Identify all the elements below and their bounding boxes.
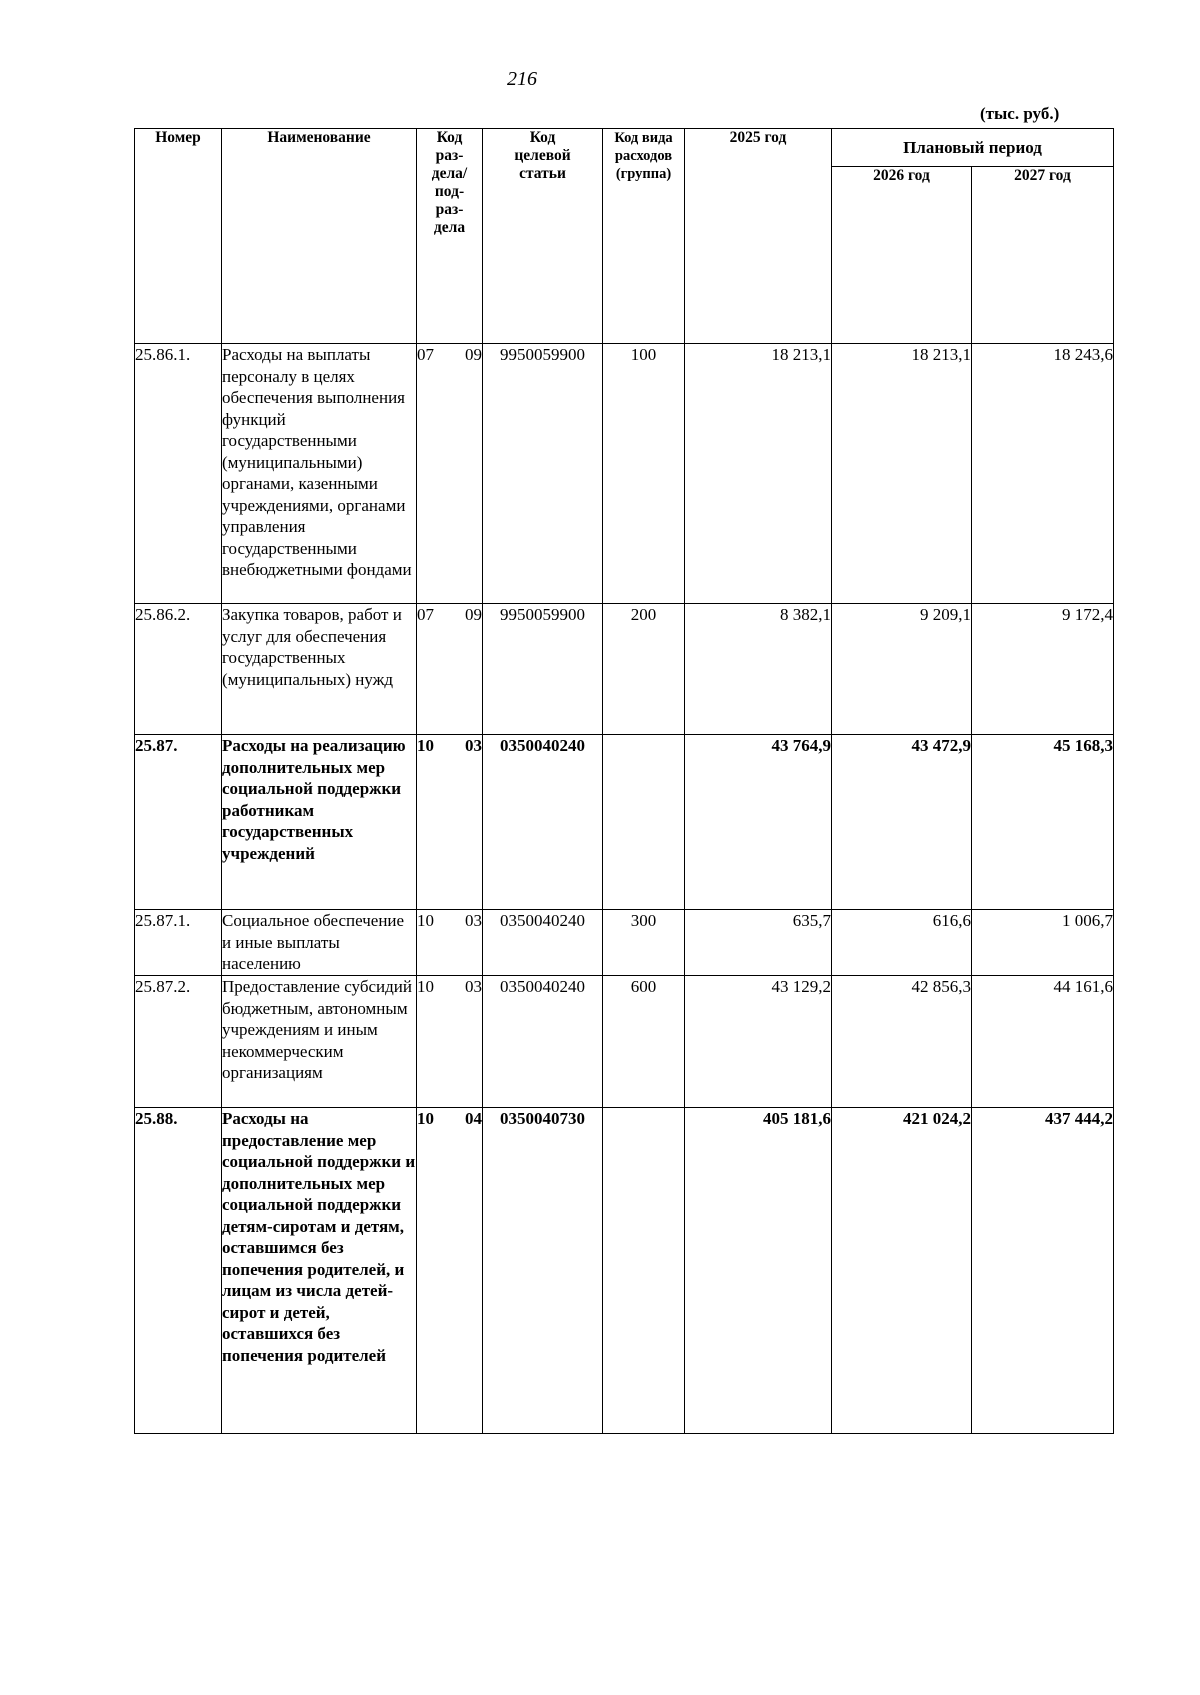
row-name: Предоставление субсидий бюджетным, автономным учреждениям и иным некоммерческим организациям xyxy=(222,976,417,1108)
header-number: Номер xyxy=(135,129,222,344)
header-year-2025: 2025 год xyxy=(685,129,832,344)
row-section xyxy=(417,344,483,604)
row-name: Расходы на реализацию дополнительных мер социальной поддержки работникам государственных учреждений xyxy=(222,735,417,910)
header-target: Код целевой статьи xyxy=(483,129,603,344)
row-section xyxy=(417,910,483,976)
row-name: Социальное обеспечение и иные выплаты населению xyxy=(222,910,417,976)
header-expense-type: Код вида расходов (группа) xyxy=(603,129,685,344)
subsection-code: 03 xyxy=(465,977,482,996)
row-target-code: 9950059900 xyxy=(483,344,603,604)
row-amount-2027: 1 006,7 xyxy=(972,910,1114,976)
row-name: Расходы на предоставление мер социальной поддержки и дополнительных мер социальной поддержки детям-сиротам и детям, оставшимся без попечения родителей, и лицам из числа детей-сирот и детей, оставшихся без попечения родителей xyxy=(222,1108,417,1434)
row-amount-2025: 405 181,6 xyxy=(685,1108,832,1434)
row-amount-2027: 45 168,3 xyxy=(972,735,1114,910)
table-row xyxy=(135,1108,1114,1434)
row-target-code: 0350040240 xyxy=(483,735,603,910)
row-amount-2026: 421 024,2 xyxy=(832,1108,972,1434)
row-amount-2025: 8 382,1 xyxy=(685,604,832,735)
budget-table xyxy=(134,128,1114,1434)
row-amount-2026: 42 856,3 xyxy=(832,976,972,1108)
row-number: 25.86.2. xyxy=(135,604,222,735)
row-amount-2026: 616,6 xyxy=(832,910,972,976)
row-expense-group: 100 xyxy=(603,344,685,604)
row-amount-2027: 44 161,6 xyxy=(972,976,1114,1108)
row-number: 25.87. xyxy=(135,735,222,910)
subsection-code: 03 xyxy=(465,911,482,930)
header-section: Код раз- дела/ под- раз- дела xyxy=(417,129,483,344)
page-number: 216 xyxy=(507,68,537,90)
row-amount-2027: 9 172,4 xyxy=(972,604,1114,735)
section-code: 07 xyxy=(417,345,434,364)
row-section xyxy=(417,1108,483,1434)
row-section xyxy=(417,735,483,910)
section-code: 10 xyxy=(417,736,434,755)
subsection-code: 04 xyxy=(465,1109,482,1128)
row-name: Закупка товаров, работ и услуг для обеспечения государственных (муниципальных) нужд xyxy=(222,604,417,735)
row-section xyxy=(417,976,483,1108)
row-number: 25.86.1. xyxy=(135,344,222,604)
row-amount-2027: 437 444,2 xyxy=(972,1108,1114,1434)
subsection-code: 03 xyxy=(465,736,482,755)
row-target-code: 0350040730 xyxy=(483,1108,603,1434)
section-code: 10 xyxy=(417,977,434,996)
row-expense-group xyxy=(603,1108,685,1434)
section-code: 10 xyxy=(417,1109,434,1128)
header-name: Наименование xyxy=(222,129,417,344)
row-target-code: 0350040240 xyxy=(483,976,603,1108)
table-row xyxy=(135,910,1114,976)
row-number: 25.88. xyxy=(135,1108,222,1434)
row-amount-2026: 9 209,1 xyxy=(832,604,972,735)
table-row xyxy=(135,976,1114,1108)
section-code: 07 xyxy=(417,605,434,624)
row-amount-2026: 18 213,1 xyxy=(832,344,972,604)
row-expense-group: 300 xyxy=(603,910,685,976)
header-year-2026: 2026 год xyxy=(832,167,972,344)
subsection-code: 09 xyxy=(465,345,482,364)
row-section xyxy=(417,604,483,735)
subsection-code: 09 xyxy=(465,605,482,624)
header-year-2027: 2027 год xyxy=(972,167,1114,344)
row-amount-2026: 43 472,9 xyxy=(832,735,972,910)
table-row xyxy=(135,735,1114,910)
row-amount-2025: 635,7 xyxy=(685,910,832,976)
header-planned-period: Плановый период xyxy=(832,129,1114,167)
row-number: 25.87.1. xyxy=(135,910,222,976)
row-expense-group: 200 xyxy=(603,604,685,735)
row-amount-2027: 18 243,6 xyxy=(972,344,1114,604)
row-number: 25.87.2. xyxy=(135,976,222,1108)
row-expense-group: 600 xyxy=(603,976,685,1108)
row-amount-2025: 43 764,9 xyxy=(685,735,832,910)
table-row xyxy=(135,344,1114,604)
table-row xyxy=(135,604,1114,735)
row-name: Расходы на выплаты персоналу в целях обеспечения выполнения функций государственными (муниципальными) органами, казенными учреждениями, органами управления государственными внебюджетными фондами xyxy=(222,344,417,604)
row-amount-2025: 43 129,2 xyxy=(685,976,832,1108)
row-expense-group xyxy=(603,735,685,910)
row-amount-2025: 18 213,1 xyxy=(685,344,832,604)
row-target-code: 0350040240 xyxy=(483,910,603,976)
units-label: (тыс. руб.) xyxy=(980,104,1060,123)
row-target-code: 9950059900 xyxy=(483,604,603,735)
section-code: 10 xyxy=(417,911,434,930)
